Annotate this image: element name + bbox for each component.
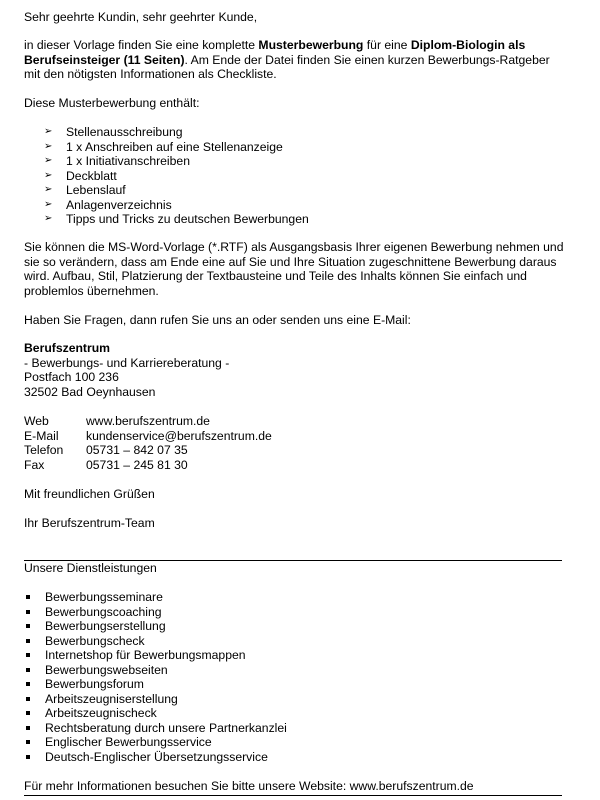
square-bullet-icon	[26, 740, 30, 744]
email-link[interactable]: kundenservice@berufszentrum.de	[86, 428, 272, 443]
list-item: Bewerbungsseminare	[24, 590, 287, 605]
list-item: Bewerbungscheck	[24, 634, 287, 649]
contact-row-web: Web www.berufszentrum.de	[24, 414, 272, 429]
list-item: ➢ Anlagenverzeichnis	[44, 197, 172, 212]
signature: Ihr Berufszentrum-Team	[24, 516, 155, 530]
list-item: ➢ Stellenausschreibung	[44, 125, 183, 139]
intro-paragraph	[24, 38, 554, 82]
list-item: ➢ Tipps und Tricks zu deutschen Bewerbungen	[44, 212, 309, 226]
arrow-bullet-icon: ➢	[44, 213, 53, 224]
divider-bottom	[24, 795, 562, 796]
arrow-bullet-icon: ➢	[44, 140, 53, 152]
intro-bold-1: Musterbewerbung	[258, 38, 364, 52]
arrow-bullet-icon: ➢	[44, 169, 53, 181]
square-bullet-icon	[26, 610, 30, 614]
list-item: Internetshop für Bewerbungsmappen	[24, 648, 287, 663]
fax-value: 05731 – 245 81 30	[86, 457, 188, 472]
phone-value: 05731 – 842 07 35	[86, 443, 188, 457]
arrow-bullet-icon: ➢	[44, 198, 53, 210]
contact-table	[24, 414, 272, 472]
list-item: Bewerbungscoaching	[24, 605, 287, 620]
list-item: Englischer Bewerbungsservice	[24, 735, 287, 750]
list-item: Rechtsberatung durch unsere Partnerkanzlei	[24, 721, 287, 736]
square-bullet-icon	[26, 668, 30, 672]
closing: Mit freundlichen Grüßen	[24, 487, 155, 501]
list-item: Arbeitszeugnischeck	[24, 706, 287, 721]
square-bullet-icon	[26, 624, 30, 628]
services-list	[24, 590, 287, 764]
square-bullet-icon	[26, 711, 30, 715]
square-bullet-icon	[26, 639, 30, 643]
company-tagline: - Bewerbungs- und Karriereberatung -	[24, 355, 230, 370]
list-item: Bewerbungserstellung	[24, 619, 287, 634]
company-street: Postfach 100 236	[24, 370, 119, 384]
greeting: Sehr geehrte Kundin, sehr geehrter Kunde,	[24, 10, 258, 24]
intro-text-3: . Am Ende der Datei finden Sie einen kurzen Bewerbungs-Ratgeber mit den nötigsten Informationen als Checkliste.	[24, 52, 550, 81]
company-name: Berufszentrum	[24, 341, 111, 355]
contact-row-phone: Telefon 05731 – 842 07 35	[24, 443, 272, 458]
contents-list	[24, 125, 309, 227]
intro-bold-2: Diplom-Biologin als Berufseinsteiger (11 Seiten)	[24, 38, 526, 67]
intro-text-2: für eine	[363, 38, 411, 52]
list-item: Deutsch-Englischer Übersetzungsservice	[24, 750, 287, 765]
list-item: Arbeitszeugniserstellung	[24, 692, 287, 707]
list-item: ➢ Deckblatt	[44, 168, 117, 183]
contents-heading: Diese Musterbewerbung enthält:	[24, 96, 200, 110]
services-heading: Unsere Dienstleistungen	[24, 561, 157, 575]
square-bullet-icon	[26, 682, 30, 686]
square-bullet-icon	[26, 653, 30, 657]
web-link[interactable]: www.berufszentrum.de	[86, 414, 210, 428]
list-item: ➢ 1 x Anschreiben auf eine Stellenanzeige	[44, 139, 283, 154]
arrow-bullet-icon: ➢	[44, 155, 53, 166]
square-bullet-icon	[26, 595, 30, 599]
list-item: Bewerbungsforum	[24, 677, 287, 692]
intro-text-1: in dieser Vorlage finden Sie eine komplette	[24, 38, 259, 52]
company-city: 32502 Bad Oeynhausen	[24, 384, 156, 399]
square-bullet-icon	[26, 755, 30, 759]
contact-row-email: E-Mail kundenservice@berufszentrum.de	[24, 428, 272, 443]
arrow-bullet-icon: ➢	[44, 184, 53, 195]
list-item: Bewerbungswebseiten	[24, 663, 287, 678]
questions-line: Haben Sie Fragen, dann rufen Sie uns an oder senden uns eine E-Mail:	[24, 313, 411, 327]
square-bullet-icon	[26, 697, 30, 701]
usage-paragraph: Sie können die MS-Word-Vorlage (*.RTF) als Ausgangsbasis Ihrer eigenen Bewerbung nehmen und sie so verändern, dass am Ende eine auf Sie und Ihre Situation zugeschnittene Bewerbung daraus wird. Aufbau, Stil, Platzierung der Textbausteine und Teile des Inhalts können Sie einfach und problemlos übernehmen.	[24, 240, 564, 298]
list-item: ➢ 1 x Initiativanschreiben	[44, 154, 190, 168]
company-address	[24, 341, 229, 399]
list-item: ➢ Lebenslauf	[44, 183, 126, 197]
more-info-line: Für mehr Informationen besuchen Sie bitte unsere Website: www.berufszentrum.de	[24, 779, 474, 793]
square-bullet-icon	[26, 726, 30, 730]
arrow-bullet-icon: ➢	[44, 126, 53, 137]
contact-row-fax: Fax 05731 – 245 81 30	[24, 458, 272, 473]
